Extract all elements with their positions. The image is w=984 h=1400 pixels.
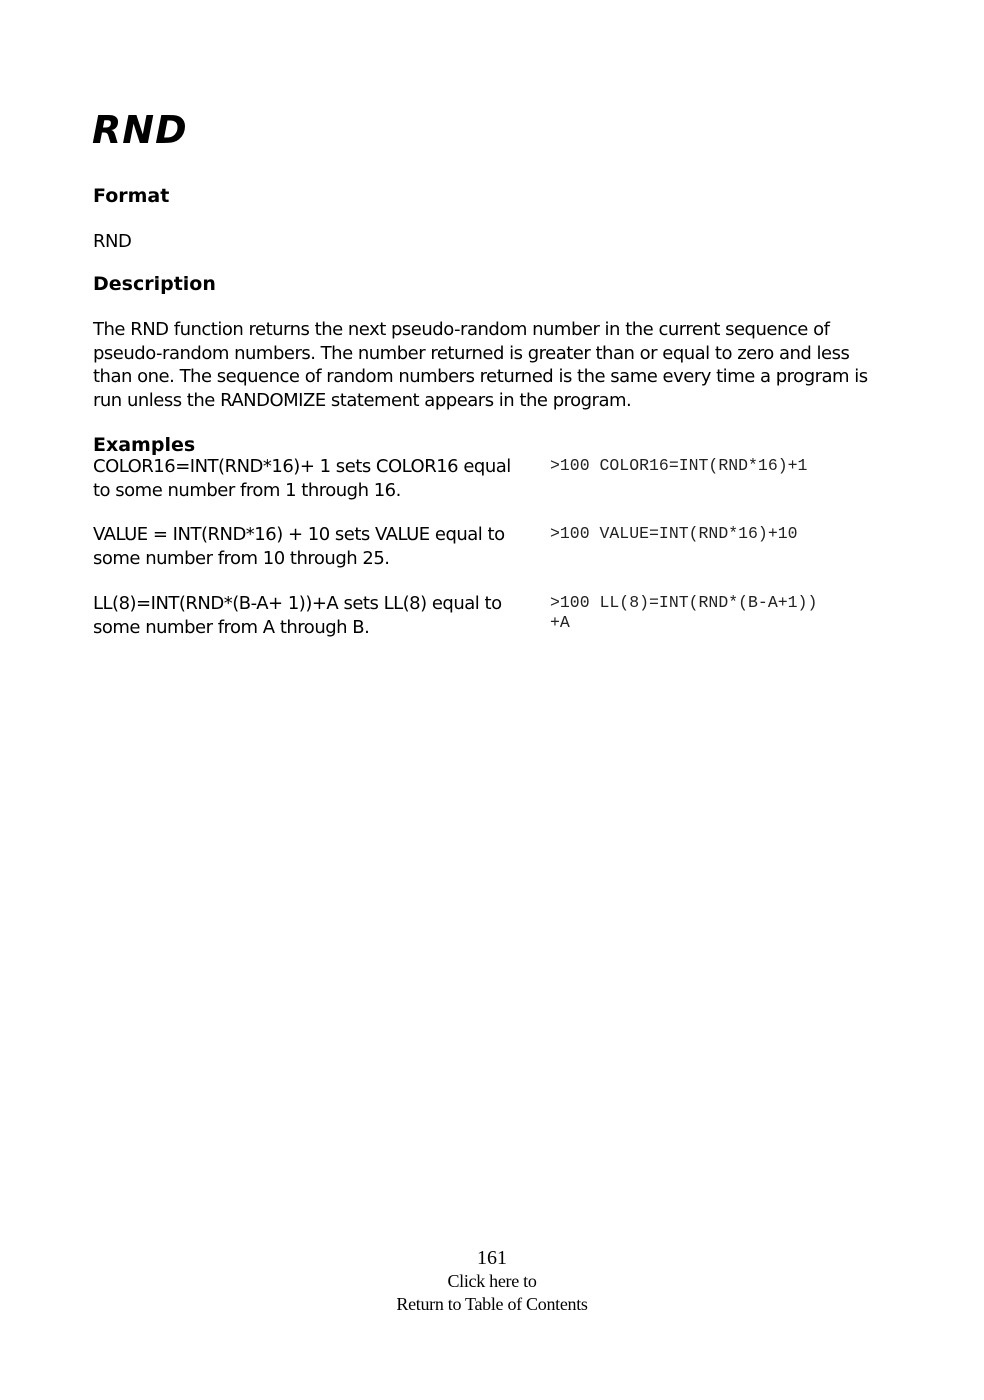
format-heading: Format — [93, 185, 170, 207]
example-description: LL(8)=INT(RND*(B-A+ 1))+A sets LL(8) equal to some number from A through B. — [93, 593, 502, 638]
example-code: >100 LL(8)=INT(RND*(B-A+1))+A — [550, 593, 818, 632]
example-description: VALUE = INT(RND*16) + 10 sets VALUE equal to some number from 10 through 25. — [93, 524, 505, 569]
return-to-toc-link[interactable] — [0, 1270, 984, 1316]
example-code: >100 VALUE=INT(RND*16)+10 — [550, 524, 798, 543]
page-number: 161 — [477, 1247, 507, 1269]
toc-link-line1[interactable]: Click here to — [447, 1271, 537, 1291]
description-text: The RND function returns the next pseudo-random number in the current sequence of pseudo-random numbers. The number returned is greater than or equal to zero and less than one. The sequence of random numbers returned is the same every time a program is run unless the RANDOMIZE statement appears in the program. — [93, 319, 868, 411]
example-code: >100 COLOR16=INT(RND*16)+1 — [550, 456, 808, 475]
example-description: COLOR16=INT(RND*16)+ 1 sets COLOR16 equal to some number from 1 through 16. — [93, 456, 511, 501]
format-text: RND — [93, 231, 132, 252]
page-title: RND — [92, 108, 188, 152]
toc-link-line2[interactable]: Return to Table of Contents — [396, 1294, 588, 1314]
examples-heading: Examples — [93, 434, 196, 456]
description-heading: Description — [93, 273, 216, 295]
